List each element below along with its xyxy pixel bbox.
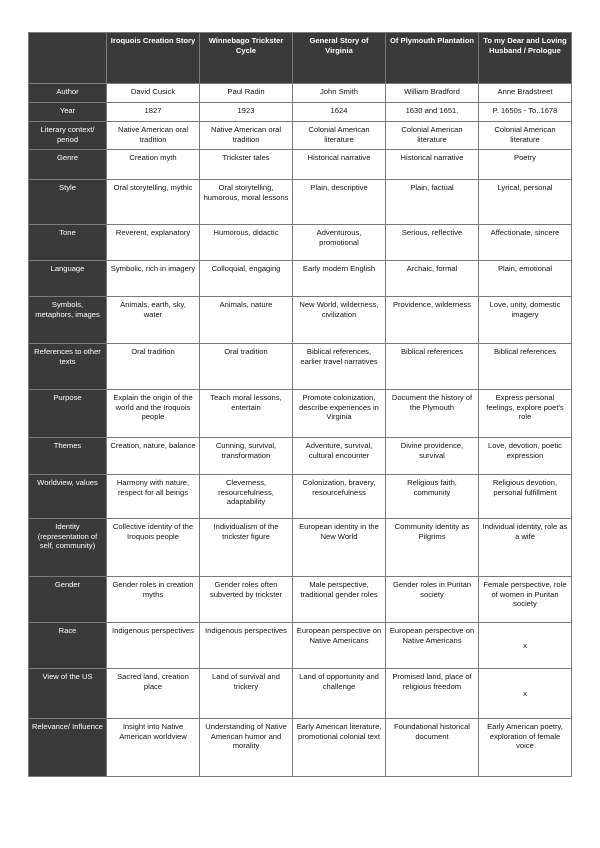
header-cell-plymouth: Of Plymouth Plantation — [386, 33, 479, 84]
table-cell: Trickster tales — [200, 150, 293, 180]
table-cell: Plain, factual — [386, 180, 479, 225]
row-label: Year — [29, 103, 107, 122]
row-label: View of the US — [29, 669, 107, 719]
table-cell: Creation, nature, balance — [107, 438, 200, 475]
table-cell: European identity in the New World — [293, 519, 386, 577]
table-cell: 1923 — [200, 103, 293, 122]
table-cell: Animals, earth, sky, water — [107, 297, 200, 344]
table-cell: Native American oral tradition — [200, 122, 293, 150]
table-cell: Poetry — [479, 150, 572, 180]
table-row — [29, 475, 572, 519]
table-row — [29, 122, 572, 150]
table-cell: Historical narrative — [386, 150, 479, 180]
table-cell: Indigenous perspectives — [200, 623, 293, 669]
table-cell: Foundational historical document — [386, 719, 479, 777]
comparison-table — [28, 32, 572, 777]
table-row — [29, 103, 572, 122]
table-cell: Oral tradition — [107, 344, 200, 390]
table-cell: Lyrical, personal — [479, 180, 572, 225]
header-cell-corner — [29, 33, 107, 84]
table-cell: Symbolic, rich in imagery — [107, 261, 200, 297]
row-label: Worldview, values — [29, 475, 107, 519]
table-cell: Sacred land, creation place — [107, 669, 200, 719]
table-cell: Providence, wilderness — [386, 297, 479, 344]
row-label: Tone — [29, 225, 107, 261]
table-cell: Plain, emotional — [479, 261, 572, 297]
table-cell: Individual identity, role as a wife — [479, 519, 572, 577]
table-cell: Insight into Native American worldview — [107, 719, 200, 777]
table-cell: Historical narrative — [293, 150, 386, 180]
table-cell: x — [479, 623, 572, 669]
table-cell: Individualism of the trickster figure — [200, 519, 293, 577]
table-cell: Early American poetry, exploration of female voice — [479, 719, 572, 777]
table-cell: Female perspective, role of women in Puritan society — [479, 577, 572, 623]
table-cell: Oral tradition — [200, 344, 293, 390]
table-cell: Animals, nature — [200, 297, 293, 344]
row-label: Gender — [29, 577, 107, 623]
table-cell: Plain, descriptive — [293, 180, 386, 225]
table-row — [29, 297, 572, 344]
table-cell: Archaic, formal — [386, 261, 479, 297]
table-cell: Early American literature, promotional colonial text — [293, 719, 386, 777]
table-cell: Explain the origin of the world and the Iroquois people — [107, 390, 200, 438]
row-label: Symbols, metaphors, images — [29, 297, 107, 344]
header-cell-iroquois: Iroquois Creation Story — [107, 33, 200, 84]
table-cell: Cunning, survival, transformation — [200, 438, 293, 475]
table-cell: Understanding of Native American humor and morality — [200, 719, 293, 777]
row-label: Purpose — [29, 390, 107, 438]
table-cell: William Bradford — [386, 84, 479, 103]
table-row — [29, 180, 572, 225]
table-row — [29, 84, 572, 103]
table-cell: Serious, reflective — [386, 225, 479, 261]
table-cell: Gender roles in Puritan society — [386, 577, 479, 623]
table-cell: Harmony with nature, respect for all beings — [107, 475, 200, 519]
row-label: Language — [29, 261, 107, 297]
row-label: Identity (representation of self, community) — [29, 519, 107, 577]
row-label: Genre — [29, 150, 107, 180]
table-cell: 1624 — [293, 103, 386, 122]
row-label: Style — [29, 180, 107, 225]
table-cell: Colonization, bravery, resourcefulness — [293, 475, 386, 519]
table-cell: Religious devotion, personal fulfillment — [479, 475, 572, 519]
table-cell: Adventurous, promotional — [293, 225, 386, 261]
table-cell: Land of survival and trickery — [200, 669, 293, 719]
table-cell: Male perspective, traditional gender roles — [293, 577, 386, 623]
table-cell: 1630 and 1651. — [386, 103, 479, 122]
table-cell: Native American oral tradition — [107, 122, 200, 150]
table-cell: Adventure, survival, cultural encounter — [293, 438, 386, 475]
row-label: Relevance/ Influence — [29, 719, 107, 777]
table-row — [29, 225, 572, 261]
table-cell: 1827 — [107, 103, 200, 122]
table-cell: Early modern English — [293, 261, 386, 297]
table-cell: Land of opportunity and challenge — [293, 669, 386, 719]
table-cell: David Cusick — [107, 84, 200, 103]
table-row — [29, 150, 572, 180]
table-cell: Gender roles often subverted by trickster — [200, 577, 293, 623]
table-cell: Religious faith, community — [386, 475, 479, 519]
table-cell: Promised land, place of religious freedom — [386, 669, 479, 719]
table-cell: Collective identity of the Iroquois people — [107, 519, 200, 577]
table-cell: European perspective on Native Americans — [386, 623, 479, 669]
table-cell: Colonial American literature — [386, 122, 479, 150]
table-cell: Paul Radin — [200, 84, 293, 103]
table-cell: Divine providence, survival — [386, 438, 479, 475]
table-cell: Indigenous perspectives — [107, 623, 200, 669]
table-cell: Cleverness, resourcefulness, adaptability — [200, 475, 293, 519]
row-label: References to other texts — [29, 344, 107, 390]
table-cell: Biblical references — [386, 344, 479, 390]
table-cell: Express personal feelings, explore poet's role — [479, 390, 572, 438]
table-row — [29, 577, 572, 623]
table-cell: Gender roles in creation myths — [107, 577, 200, 623]
table-cell: x — [479, 669, 572, 719]
header-row — [29, 33, 572, 84]
header-cell-winnebago: Winnebago Trickster Cycle — [200, 33, 293, 84]
table-row — [29, 623, 572, 669]
table-cell: Humorous, didactic — [200, 225, 293, 261]
table-cell: Oral storytelling, humorous, moral lessons — [200, 180, 293, 225]
table-cell: Teach moral lessons, entertain — [200, 390, 293, 438]
table-cell: Love, unity, domestic imagery — [479, 297, 572, 344]
row-label: Themes — [29, 438, 107, 475]
table-cell: Colonial American literature — [479, 122, 572, 150]
table-cell: John Smith — [293, 84, 386, 103]
table-cell: Community identity as Pilgrims — [386, 519, 479, 577]
table-row — [29, 669, 572, 719]
table-cell: European perspective on Native Americans — [293, 623, 386, 669]
table-row — [29, 390, 572, 438]
table-cell: Colonial American literature — [293, 122, 386, 150]
table-cell: Promote colonization, describe experiences in Virginia — [293, 390, 386, 438]
header-cell-virginia: General Story of Virginia — [293, 33, 386, 84]
table-cell: Affectionate, sincere — [479, 225, 572, 261]
table-row — [29, 438, 572, 475]
row-label: Literary context/ period — [29, 122, 107, 150]
table-cell: P. 1650s - To..1678 — [479, 103, 572, 122]
table-row — [29, 261, 572, 297]
table-cell: Love, devotion, poetic expression — [479, 438, 572, 475]
header-cell-bradstreet: To my Dear and Loving Husband / Prologue — [479, 33, 572, 84]
table-cell: Document the history of the Plymouth — [386, 390, 479, 438]
table-cell: New World, wilderness, civilization — [293, 297, 386, 344]
table-cell: Anne Bradstreet — [479, 84, 572, 103]
row-label: Author — [29, 84, 107, 103]
table-cell: Oral storytelling, mythic — [107, 180, 200, 225]
table-row — [29, 519, 572, 577]
table-cell: Biblical references — [479, 344, 572, 390]
table-cell: Biblical references, earlier travel narratives — [293, 344, 386, 390]
table-row — [29, 344, 572, 390]
table-cell: Reverent, explanatory — [107, 225, 200, 261]
row-label: Race — [29, 623, 107, 669]
table-row — [29, 719, 572, 777]
table-cell: Colloquial, engaging — [200, 261, 293, 297]
table-cell: Creation myth — [107, 150, 200, 180]
